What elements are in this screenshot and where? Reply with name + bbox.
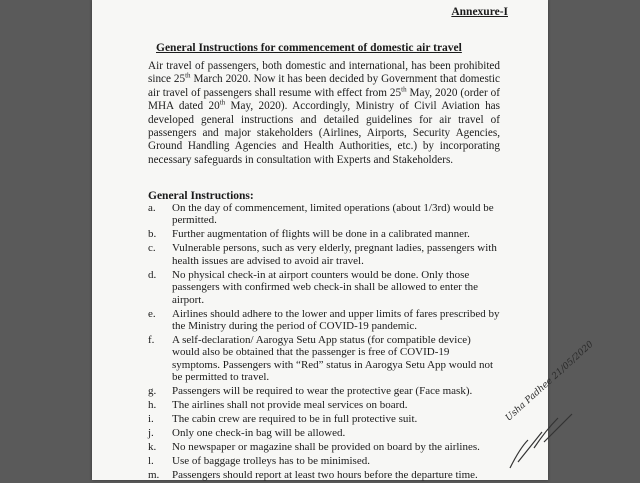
item-letter: k.: [148, 441, 157, 454]
signature-text: Usha Padhee 21/05/2020: [504, 339, 596, 424]
item-letter: a.: [148, 202, 156, 214]
item-text: A self-declaration/ Aarogya Setu App status (for compatible device) would also be obtained that the passenger is free of COVID-19 symptoms. Passengers with “Red” status in Aarogya Setu App would not be permitted to travel.: [172, 334, 494, 384]
list-item: [148, 385, 500, 397]
item-letter: i.: [148, 413, 154, 426]
item-letter: m.: [148, 469, 160, 482]
item-text: Only one check-in bag will be allowed.: [172, 427, 346, 440]
item-text: The airlines shall not provide meal services on board.: [172, 399, 408, 412]
item-text: No physical check-in at airport counters would be done. Only those passengers with confirmed web check-in shall be allowed to enter the airport.: [172, 268, 479, 306]
item-text: Further augmentation of flights will be done in a calibrated manner.: [172, 228, 470, 241]
item-letter: j.: [148, 427, 154, 440]
list-item: [148, 228, 500, 240]
list-item: [148, 242, 500, 267]
item-letter: d.: [148, 268, 157, 281]
list-item: [148, 202, 500, 227]
item-text: On the day of commencement, limited operations (about 1/3rd) would be permitted.: [172, 202, 494, 227]
item-text: The cabin crew are required to be in full protective suit.: [172, 413, 418, 426]
item-letter: h.: [148, 399, 157, 412]
item-text: No newspaper or magazine shall be provided on board by the airlines.: [172, 441, 480, 454]
list-item: [148, 399, 500, 411]
annexure-label: Annexure-I: [451, 6, 508, 18]
item-letter: f.: [148, 334, 155, 347]
item-text: Airlines should adhere to the lower and upper limits of fares prescribed by the Ministry during the period of COVID-19 pandemic.: [172, 307, 500, 333]
intro-paragraph: Air travel of passengers, both domestic and international, has been prohibited since 25th March 2020. Now it has been decided by Government that domestic air travel of passengers shall resume with effect from 25th May, 2020 (order of MHA dated 20th May, 2020). Accordingly, Ministry of Civil Aviation has developed general instructions and detailed guidelines for air travel of passengers and major stakeholders (Airlines, Airports, Security Agencies, Ground Handling Agencies and Health Authorities, etc.) by incorporating necessary safeguards in consultation with Experts and Stakeholders.: [148, 60, 501, 166]
document-page: [92, 0, 596, 482]
item-text: Passengers should report at least two hours before the departure time.: [172, 469, 478, 482]
item-letter: b.: [148, 228, 157, 241]
list-item: [148, 455, 500, 467]
list-item: [148, 413, 500, 425]
item-text: Use of baggage trolleys has to be minimised.: [172, 455, 370, 468]
list-item: [148, 308, 500, 333]
item-letter: c.: [148, 242, 156, 255]
item-text: Passengers will be required to wear the protective gear (Face mask).: [172, 385, 473, 398]
document-title: General Instructions for commencement of domestic air travel: [156, 42, 462, 54]
instructions-heading: General Instructions:: [148, 190, 254, 202]
instructions-list: [148, 202, 500, 483]
item-text: Vulnerable persons, such as very elderly, pregnant ladies, passengers with health issues are advised to avoid air travel.: [172, 242, 497, 267]
list-item: [148, 269, 500, 306]
item-letter: g.: [148, 385, 157, 398]
list-item: [148, 334, 500, 384]
list-item: [148, 441, 500, 453]
item-letter: l.: [148, 455, 154, 468]
list-item: [148, 469, 500, 481]
item-letter: e.: [148, 307, 156, 320]
list-item: [148, 427, 500, 439]
